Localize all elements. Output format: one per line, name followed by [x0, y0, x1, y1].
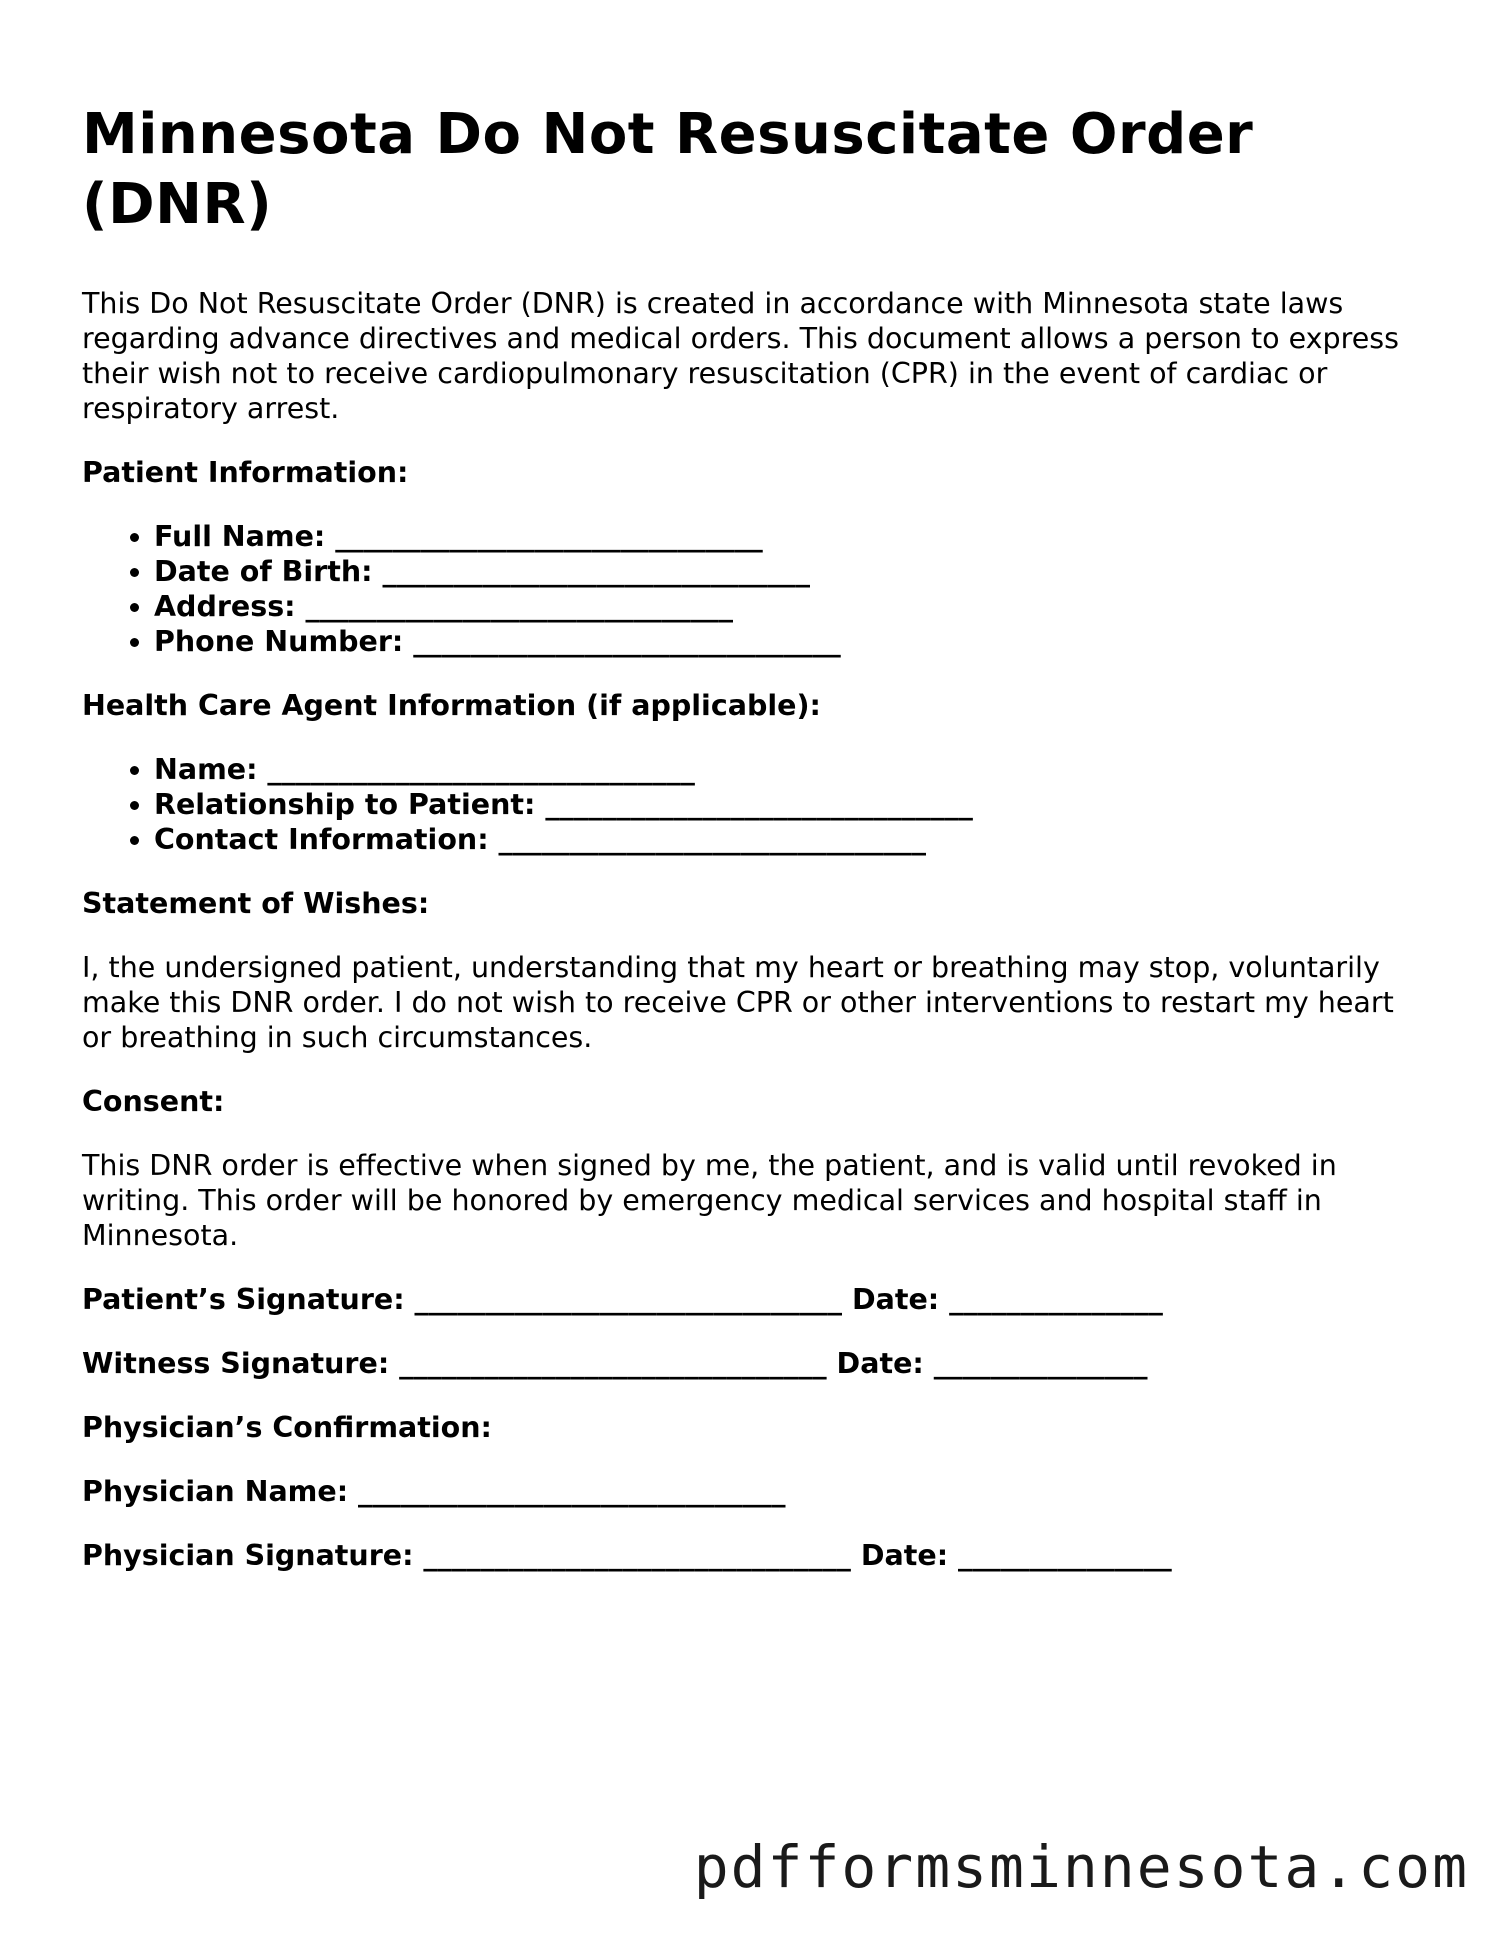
agent-relationship-field[interactable]: • Relationship to Patient: ______________________________ — [154, 787, 1422, 822]
intro-paragraph: This Do Not Resuscitate Order (DNR) is created in accordance with Minnesota state laws regarding advance directives and medical orders. This document allows a person to express their wish not to receive cardiopulmonary resuscitation (CPR) in the event of cardiac or respiratory arrest. — [82, 287, 1399, 425]
agent-info-list — [82, 752, 1422, 857]
wishes-heading: Statement of Wishes: — [82, 887, 430, 920]
agent-info-heading: Health Care Agent Information (if applicable): — [82, 689, 821, 722]
site-watermark: pdfformsminnesota.com — [693, 1833, 1469, 1901]
consent-heading: Consent: — [82, 1085, 225, 1118]
patient-dob-field[interactable]: • Date of Birth: ______________________________ — [154, 554, 1422, 589]
patient-full-name-field[interactable]: • Full Name: ______________________________ — [154, 519, 1422, 554]
page-title: Minnesota Do Not Resuscitate Order (DNR) — [82, 102, 1254, 237]
patient-info-heading: Patient Information: — [82, 456, 409, 489]
consent-paragraph: This DNR order is effective when signed by me, the patient, and is valid until revoked in writing. This order will be honored by emergency medical services and hospital staff in Minnesota. — [82, 1149, 1337, 1252]
agent-contact-field[interactable]: • Contact Information: ______________________________ — [154, 822, 1422, 857]
physician-name-line[interactable]: Physician Name: ______________________________ — [82, 1475, 786, 1508]
witness-signature-line[interactable]: Witness Signature: ______________________________ Date: _______________ — [82, 1347, 1148, 1380]
patient-signature-line[interactable]: Patient’s Signature: ______________________________ Date: _______________ — [82, 1283, 1163, 1316]
wishes-paragraph: I, the undersigned patient, understanding that my heart or breathing may stop, voluntarily make this DNR order. I do not wish to receive CPR or other interventions to restart my heart or breathing in such circumstances. — [82, 951, 1394, 1054]
patient-address-field[interactable]: • Address: ______________________________ — [154, 589, 1422, 624]
patient-info-list — [82, 519, 1422, 659]
physician-signature-line[interactable]: Physician Signature: ______________________________ Date: _______________ — [82, 1539, 1172, 1572]
agent-name-field[interactable]: • Name: ______________________________ — [154, 752, 1422, 787]
patient-phone-field[interactable]: • Phone Number: ______________________________ — [154, 624, 1422, 659]
document-page — [82, 100, 1422, 1602]
physician-confirmation-heading: Physician’s Confirmation: — [82, 1411, 492, 1444]
